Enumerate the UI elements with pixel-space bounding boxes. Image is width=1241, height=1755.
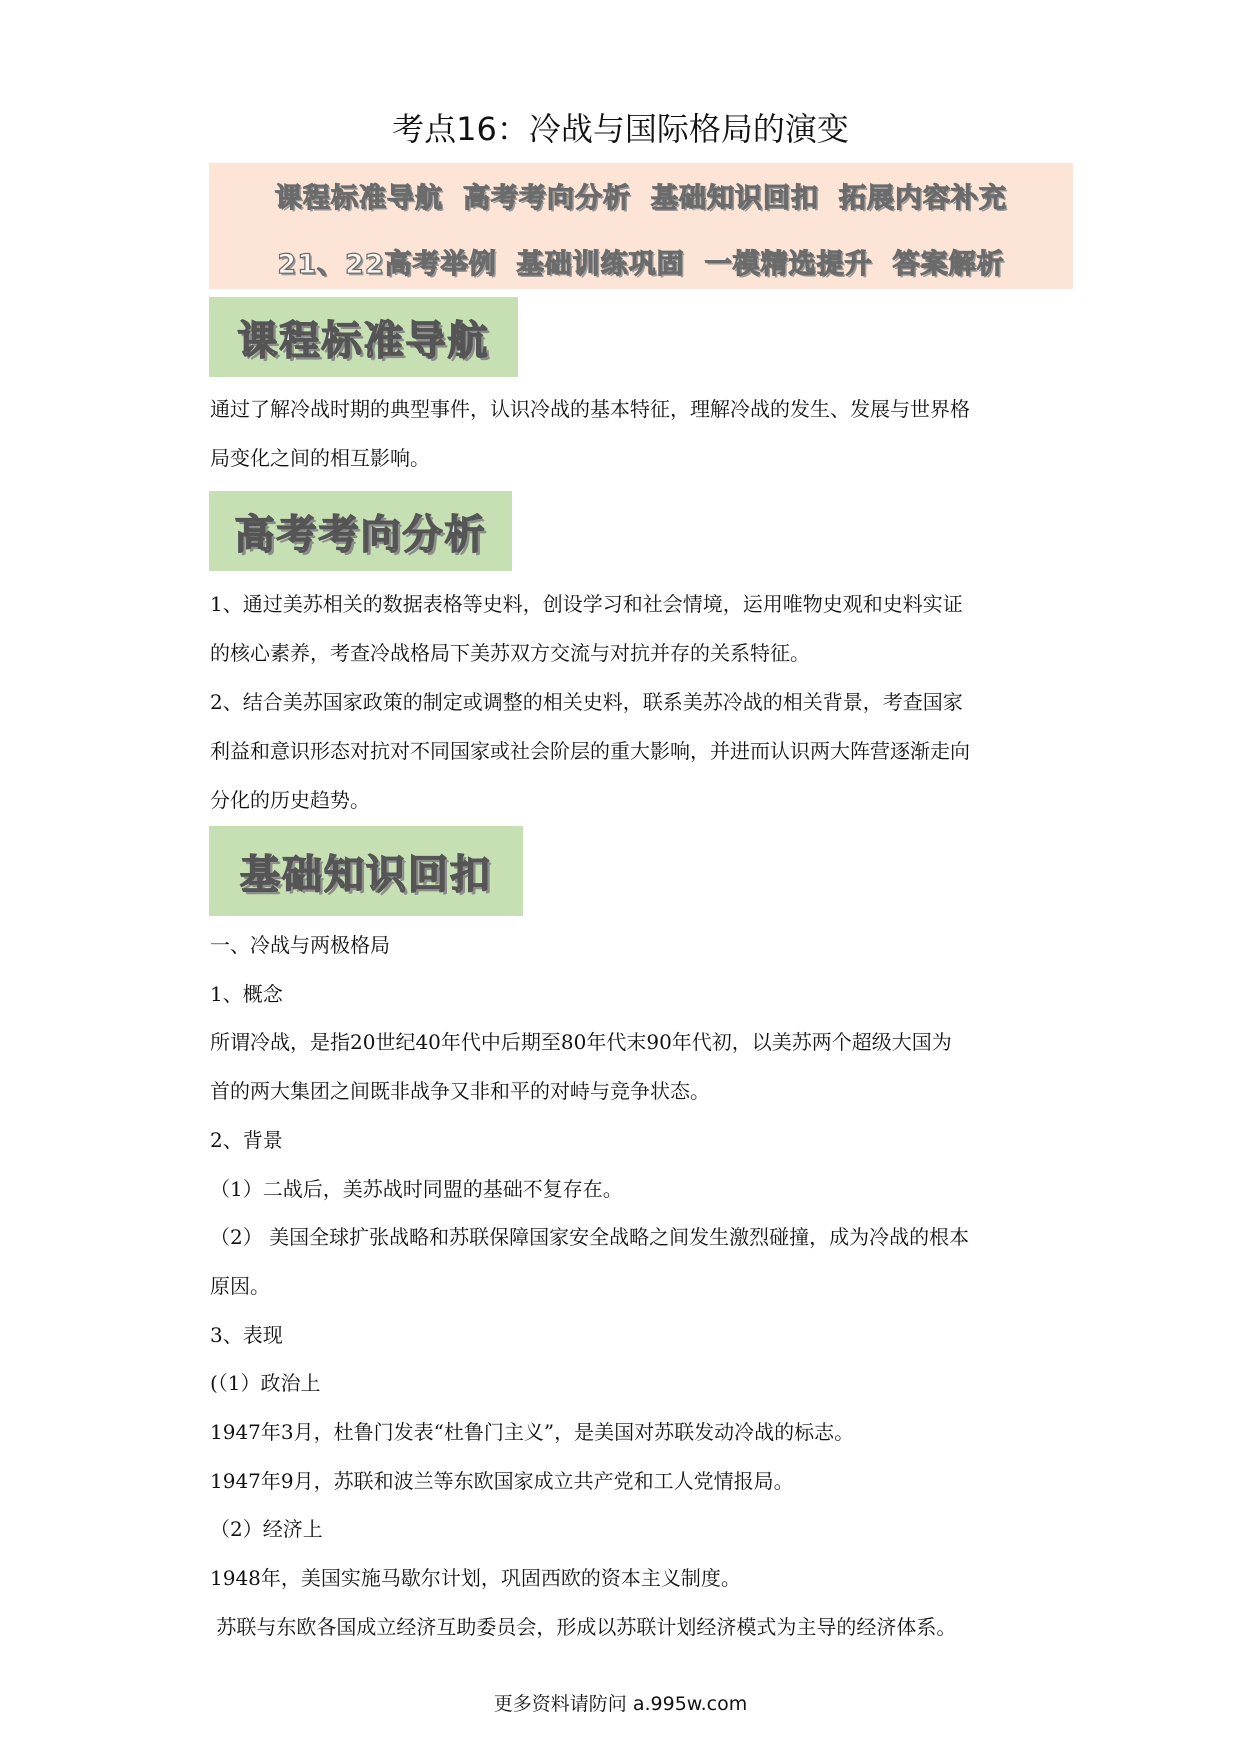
section-heading-label: 高考考向分析 bbox=[234, 511, 487, 558]
paragraph-line: 所谓冷战，是指20世纪40年代中后期至80年代末90年代初，以美苏两个超级大国为 bbox=[210, 1030, 952, 1054]
page-title: 考点16：冷战与国际格局的演变 bbox=[392, 110, 849, 148]
paragraph-line: 苏联与东欧各国成立经济互助委员会，形成以苏联计划经济模式为主导的经济体系。 bbox=[210, 1615, 957, 1639]
nav-item-standard[interactable]: 课程标准导航 bbox=[275, 183, 443, 214]
nav-row-1 bbox=[209, 176, 1073, 215]
paragraph-line: 局变化之间的相互影响。 bbox=[210, 446, 430, 470]
paragraph-line: 的核心素养，考查冷战格局下美苏双方交流与对抗并存的关系特征。 bbox=[210, 641, 810, 665]
nav-item-extension[interactable]: 拓展内容补充 bbox=[839, 183, 1007, 214]
section-heading-standard bbox=[209, 297, 518, 377]
paragraph-line: 分化的历史趋势。 bbox=[210, 788, 370, 812]
paragraph-line: 2、结合美苏国家政策的制定或调整的相关史料，联系美苏冷战的相关背景，考查国家 bbox=[210, 690, 963, 714]
section-heading-label: 课程标准导航 bbox=[237, 317, 490, 364]
paragraph-line: 1、通过美苏相关的数据表格等史料，创设学习和社会情境，运用唯物史观和史料实证 bbox=[210, 592, 963, 616]
navigation-banner bbox=[209, 163, 1073, 289]
paragraph-line: 原因。 bbox=[210, 1274, 270, 1298]
section-heading-analysis bbox=[209, 491, 512, 571]
nav-item-practice[interactable]: 基础训练巩固 bbox=[516, 249, 685, 280]
nav-row-2 bbox=[209, 242, 1073, 281]
paragraph-line: 1947年9月，苏联和波兰等东欧国家成立共产党和工人党情报局。 bbox=[210, 1469, 794, 1493]
paragraph-line: 一、冷战与两极格局 bbox=[210, 933, 390, 957]
paragraph-line: 通过了解冷战时期的典型事件，认识冷战的基本特征，理解冷战的发生、发展与世界格 bbox=[210, 397, 970, 421]
paragraph-line: 1948年，美国实施马歇尔计划，巩固西欧的资本主义制度。 bbox=[210, 1566, 741, 1590]
paragraph-line: 2、背景 bbox=[210, 1128, 283, 1152]
nav-item-analysis[interactable]: 高考考向分析 bbox=[463, 183, 631, 214]
paragraph-line: 3、表现 bbox=[210, 1323, 283, 1347]
nav-item-mock-selection[interactable]: 一模精选提升 bbox=[704, 249, 873, 280]
paragraph-line: （1）二战后，美苏战时同盟的基础不复存在。 bbox=[210, 1177, 623, 1201]
nav-item-exam-examples[interactable]: 21、22高考举例 bbox=[277, 249, 497, 280]
nav-item-answers[interactable]: 答案解析 bbox=[892, 249, 1005, 280]
paragraph-line: （2） 美国全球扩张战略和苏联保障国家安全战略之间发生激烈碰撞，成为冷战的根本 bbox=[210, 1225, 970, 1249]
paragraph-line: （2）经济上 bbox=[210, 1517, 323, 1541]
paragraph-line: 1、概念 bbox=[210, 982, 283, 1006]
footer-text: 更多资料请防问 a.995w.com bbox=[493, 1693, 748, 1715]
nav-item-basics[interactable]: 基础知识回扣 bbox=[651, 183, 819, 214]
paragraph-line: 利益和意识形态对抗对不同国家或社会阶层的重大影响，并进而认识两大阵营逐渐走向 bbox=[210, 739, 970, 763]
paragraph-line: 1947年3月，杜鲁门发表“杜鲁门主义”，是美国对苏联发动冷战的标志。 bbox=[210, 1420, 855, 1444]
paragraph-line: (（1）政治上 bbox=[210, 1371, 321, 1395]
section-heading-basics bbox=[209, 826, 523, 916]
section-heading-label: 基础知识回扣 bbox=[240, 851, 492, 898]
paragraph-line: 首的两大集团之间既非战争又非和平的对峙与竞争状态。 bbox=[210, 1079, 710, 1103]
